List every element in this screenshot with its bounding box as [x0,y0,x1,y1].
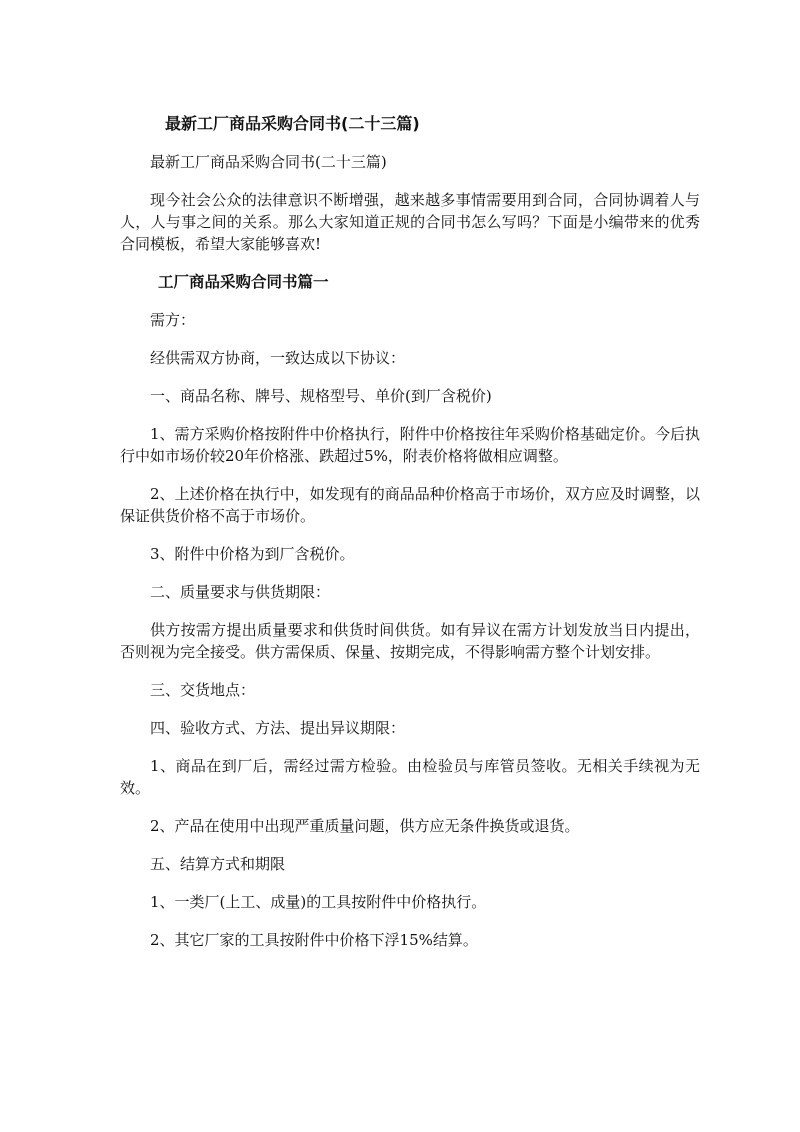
section-heading: 工厂商品采购合同书篇一 [158,273,329,291]
document-body [120,113,700,967]
clause-heading-delivery: 三、交货地点： [150,681,256,699]
clause-heading-goods: 一、商品名称、牌号、规格型号、单价(到厂含税价) [150,387,492,405]
clause-item: 1、需方采购价格按附件中价格执行，附件中价格按往年采购价格基础定价。今后执行中如市场价较20年价格涨、跌超过5%，附表价格将做相应调整。 [120,425,700,465]
clause-heading-quality: 二、质量要求与供货期限： [150,583,331,601]
clause-item: 1、一类厂(上工、成量)的工具按附件中价格执行。 [150,893,487,911]
clause-item: 2、产品在使用中出现严重质量问题，供方应无条件换货或退货。 [150,817,580,835]
document-subtitle: 最新工厂商品采购合同书(二十三篇) [150,153,387,171]
clause-heading-settlement: 五、结算方式和期限 [150,855,286,873]
clause-item: 供方按需方提出质量要求和供货时间供货。如有异议在需方计划发放当日内提出，否则视为完全接受。供方需保质、保量、按期完成，不得影响需方整个计划安排。 [120,621,700,661]
clause-item: 2、上述价格在执行中，如发现有的商品品种价格高于市场价，双方应及时调整，以保证供货价格不高于市场价。 [120,485,700,525]
clause-item: 1、商品在到厂后，需经过需方检验。由检验员与库管员签收。无相关手续视为无效。 [120,757,700,797]
clause-heading-inspection: 四、验收方式、方法、提出异议期限： [150,719,406,737]
clause-item: 3、附件中价格为到厂含税价。 [150,545,355,563]
paragraph-demand-party: 需方： [150,311,196,329]
document-title: 最新工厂商品采购合同书(二十三篇) [165,114,420,133]
intro-paragraph: 现今社会公众的法律意识不断增强，越来越多事情需要用到合同，合同协调着人与人，人与事之间的关系。那么大家知道正规的合同书怎么写吗？下面是小编带来的优秀合同模板，希望大家能够喜欢! [120,191,700,253]
paragraph-agreement: 经供需双方协商，一致达成以下协议： [150,349,406,367]
clause-item: 2、其它厂家的工具按附件中价格下浮15%结算。 [150,931,478,949]
